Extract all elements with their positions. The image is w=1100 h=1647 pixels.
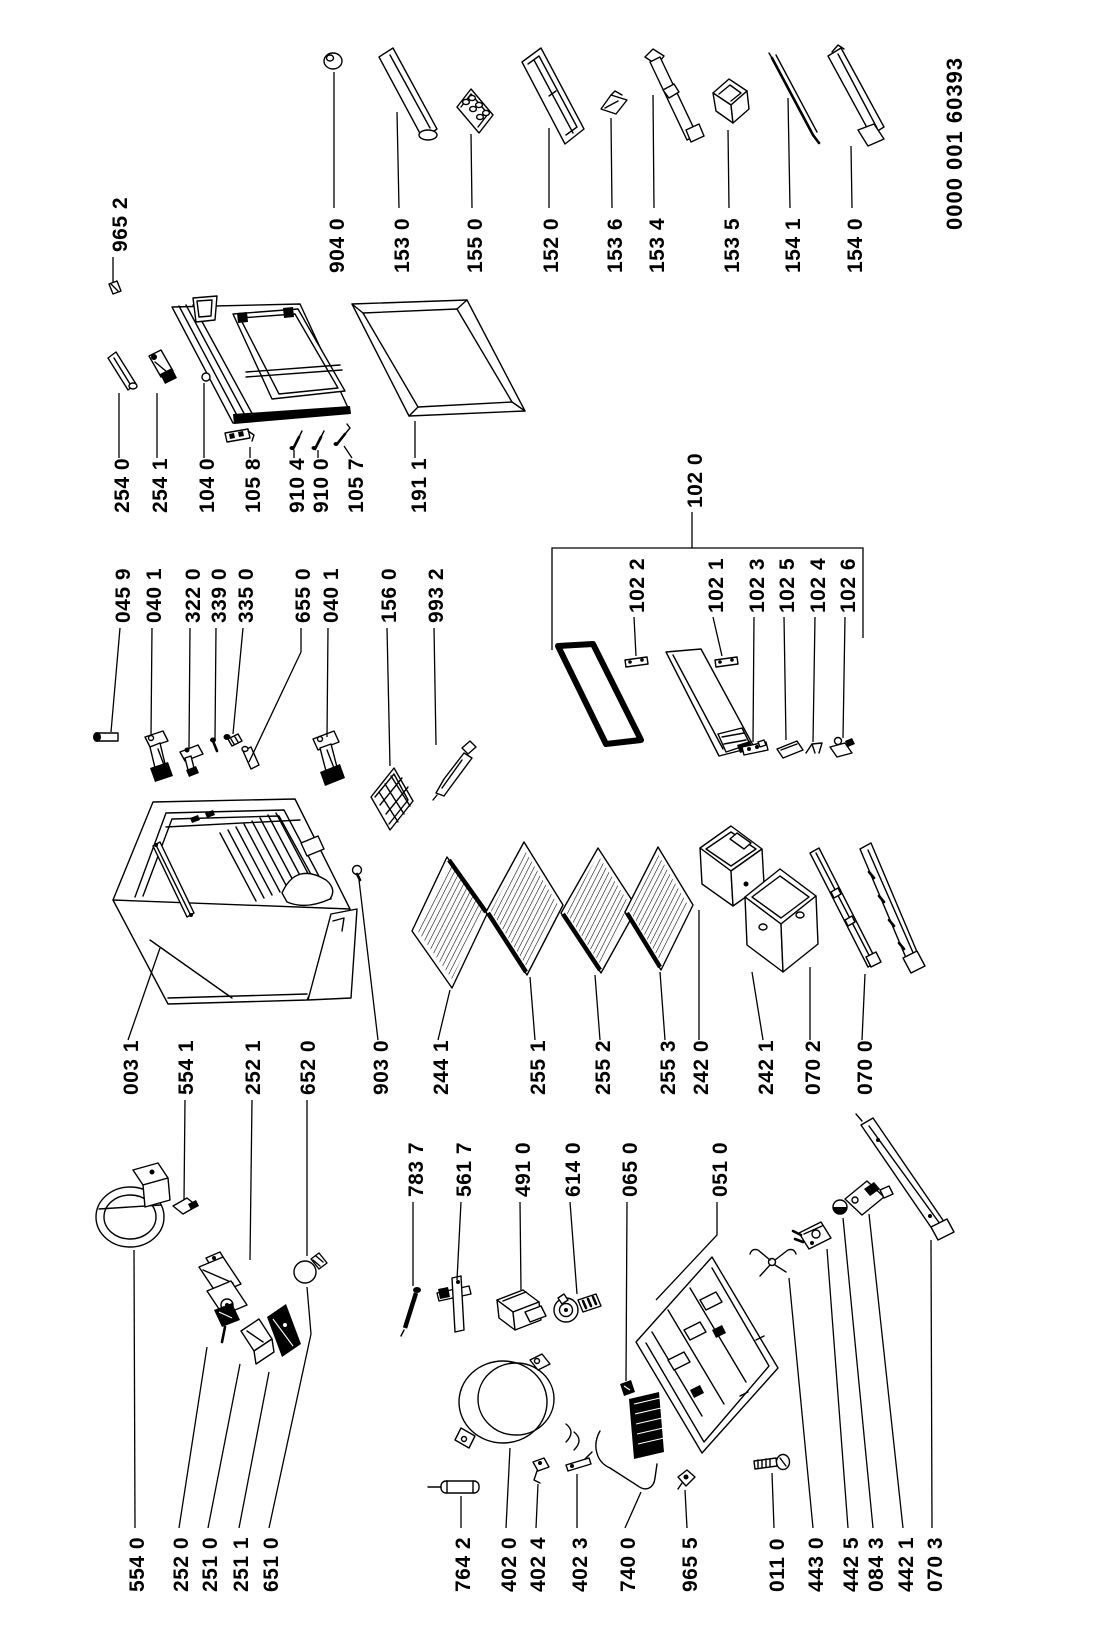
ice-cube-tray-155-0 [457,89,493,133]
part-label-011-0: 011 0 [766,1538,789,1592]
leader-line-255-2 [595,975,600,1040]
leader-line-442-1 [869,1214,903,1528]
handle-993-2 [433,741,476,800]
part-label-335-0: 335 0 [235,567,258,623]
part-label-102-3: 102 3 [746,557,769,613]
trim-bar-154-0 [828,45,884,146]
grommet-904-0 [324,53,342,69]
clip-102-2 [625,657,648,667]
starter-relay-561-7 [437,1276,471,1332]
part-label-903-0: 903 0 [370,1039,393,1095]
part-label-255-3: 255 3 [657,1039,680,1095]
part-label-153-4: 153 4 [646,217,669,273]
part-label-102-6: 102 6 [837,557,860,613]
leader-line-102-5 [784,617,786,740]
part-label-242-0: 242 0 [690,1039,713,1095]
leader-line-153-5 [728,130,729,208]
part-label-153-5: 153 5 [721,217,744,273]
clamp-ring-554-0 [96,1163,170,1247]
leader-line-153-4 [653,95,654,208]
part-label-910-0: 910 0 [310,457,333,513]
grommet-402-4 [533,1458,549,1483]
leader-line-251-0 [208,1364,240,1528]
leader-line-155-0 [471,134,472,208]
door-assembly-104-0 [172,296,351,424]
terminal-cover-491-0 [497,1290,546,1330]
pin-045-9 [93,732,118,742]
door-shelf-152-0 [522,48,584,144]
hinge-040-1-left [145,731,173,782]
leader-line-011-0 [772,1473,774,1528]
part-label-102-1: 102 1 [705,557,728,613]
part-label-442-5: 442 5 [840,1536,863,1592]
part-label-070-0: 070 0 [854,1039,877,1095]
leader-line-993-2 [434,628,436,745]
trim-strip-070-3 [856,1114,954,1240]
leader-line-153-6 [611,118,612,208]
part-label-443-0: 443 0 [805,1536,828,1592]
hinge-040-1-right [313,731,345,786]
part-label-242-1: 242 1 [755,1039,778,1095]
part-label-102-5: 102 5 [776,557,799,613]
grommet-084-3 [833,1200,847,1214]
screw-910-0 [312,431,325,450]
clip-102-1 [715,657,738,667]
part-label-255-1: 255 1 [527,1039,550,1095]
bracket-105-8 [225,429,254,442]
part-label-339-0: 339 0 [208,567,231,623]
part-label-084-3: 084 3 [865,1536,888,1592]
leader-line-491-0 [520,1202,521,1290]
fan-clip-443-0 [750,1250,796,1277]
leader-line-045-9 [111,628,120,732]
drier-filter-764-2 [428,1481,479,1493]
part-label-904-0: 904 0 [326,217,349,273]
part-label-651-0: 651 0 [260,1536,283,1592]
part-label-554-1: 554 1 [175,1039,198,1095]
part-label-554-0: 554 0 [126,1536,149,1592]
pin-965-2 [109,281,121,294]
bulb-651-0 [294,1253,327,1283]
screw-335-0 [224,734,243,746]
leader-line-154-0 [851,146,852,208]
part-label-402-0: 402 0 [498,1536,521,1592]
bracket-442-1 [845,1181,893,1215]
part-label-561-7: 561 7 [453,1141,476,1197]
clamp-402-3 [566,1452,592,1471]
hinge-254-1 [149,350,177,384]
part-label-652-0: 652 0 [297,1039,320,1095]
leader-line-102-4 [813,617,815,742]
leader-line-655-0 [249,628,301,762]
connector-614-0 [554,1294,601,1322]
leader-line-442-5 [827,1249,848,1528]
part-label-614-0: 614 0 [562,1141,585,1197]
part-label-244-1: 244 1 [430,1039,453,1095]
part-label-105-7: 105 7 [345,457,368,513]
ice-tray-grid-156-0 [371,768,413,830]
leader-line-561-7 [457,1202,461,1280]
leader-line-554-1 [184,1100,185,1200]
part-label-322-0: 322 0 [182,567,205,623]
part-label-655-0: 655 0 [292,567,315,623]
leader-line-070-0 [862,974,865,1040]
leader-line-965-5 [685,1490,687,1528]
leader-line-102-3 [753,617,754,742]
door-handle-153-0 [379,48,437,140]
part-label-191-1: 191 1 [408,457,431,513]
leader-line-554-0 [134,1250,135,1528]
leader-line-003-1 [128,948,160,1040]
lamp-cover-251-0 [241,1319,274,1364]
leader-line-255-3 [660,972,665,1040]
part-label-255-2: 255 2 [592,1039,615,1095]
pin-254-0 [108,352,137,390]
part-label-252-1: 252 1 [242,1039,265,1095]
leader-line-244-1 [438,990,450,1040]
leader-line-065-0 [626,1202,627,1381]
leader-line-251-1 [239,1372,269,1528]
bracket-153-6 [601,91,627,114]
wire-shelf-244-1 [412,857,487,988]
part-label-965-5: 965 5 [679,1536,702,1592]
leader-line-040-1b [327,628,328,737]
leader-line-102-6 [843,617,845,738]
leader-line-105-7 [344,446,352,458]
part-label-152-0: 152 0 [540,217,563,273]
screw-105-7 [334,424,351,446]
part-label-252-0: 252 0 [170,1536,193,1592]
leader-line-153-0 [397,112,399,208]
part-label-154-0: 154 0 [844,217,867,273]
pin-783-7 [401,1287,421,1336]
leader-line-255-1 [530,977,535,1040]
part-label-965-2: 965 2 [109,196,132,252]
condenser-740-0 [596,1392,664,1489]
part-label-102-4: 102 4 [807,557,830,613]
plate-102-5 [777,741,803,758]
part-label-153-0: 153 0 [391,217,414,273]
part-label-442-1: 442 1 [895,1536,918,1592]
leader-line-102-1 [713,617,722,656]
part-label-154-1: 154 1 [782,217,805,273]
part-label-045-9: 045 9 [112,567,135,623]
strip-154-1 [769,53,819,143]
part-label-003-1: 003 1 [120,1039,143,1095]
shelf-255-1 [486,842,563,975]
leader-line-252-0 [179,1347,207,1528]
box-153-5 [713,79,749,123]
part-label-993-2: 993 2 [425,567,448,623]
part-102-6 [830,738,855,758]
leader-line-040-1a [151,628,152,736]
part-label-070-3: 070 3 [924,1536,947,1592]
leader-line-084-3 [843,1218,873,1528]
screw-910-4 [290,431,303,450]
switch-442-5 [793,1222,831,1249]
part-label-740-0: 740 0 [617,1536,640,1592]
leader-line-242-1 [752,972,763,1040]
document-number: 0000 001 60393 [942,56,967,230]
part-label-910-4: 910 4 [286,457,309,513]
part-label-254-1: 254 1 [149,457,172,513]
leader-line-443-0 [789,1278,813,1528]
cabinet-003-1 [113,799,357,1004]
bracket-322-0 [180,745,203,777]
part-label-102-2: 102 2 [626,557,649,613]
door-gasket-191-1 [352,300,525,416]
leader-line-335-0 [233,628,243,734]
part-label-764-2: 764 2 [452,1536,475,1592]
cover-panel-102 [666,649,754,756]
compressor-402-0 [455,1354,579,1450]
grommet-965-5 [678,1470,695,1489]
part-label-104-0: 104 0 [196,457,219,513]
part-label-783-7: 783 7 [405,1141,428,1197]
shelf-255-3 [625,847,693,970]
leader-line-614-0 [570,1202,577,1294]
part-label-065-0: 065 0 [619,1141,642,1197]
part-label-402-4: 402 4 [527,1536,550,1592]
leader-line-740-0 [625,1492,641,1528]
part-label-070-2: 070 2 [802,1039,825,1095]
leader-line-252-1 [250,1100,252,1260]
leader-line-402-4 [536,1484,538,1528]
part-label-153-6: 153 6 [604,217,627,273]
part-label-051-0: 051 0 [709,1141,732,1197]
leader-line-903-0 [359,880,378,1040]
part-label-251-1: 251 1 [230,1536,253,1592]
part-label-040-1a: 040 1 [143,567,166,623]
leader-line-322-0 [189,628,190,749]
screw-339-0 [210,738,217,752]
cable-clip-065-0 [620,1380,635,1396]
screw-011-0 [754,1455,790,1470]
leader-line-339-0 [215,628,216,739]
screw-903-0 [353,866,362,881]
part-label-102-0: 102 0 [684,452,707,508]
part-label-254-0: 254 0 [111,457,134,513]
bracket-554-1 [173,1198,199,1214]
part-label-155-0: 155 0 [464,217,487,273]
leader-line-070-3 [931,1240,932,1528]
part-label-491-0: 491 0 [512,1141,535,1197]
leader-line-156-0 [387,628,390,766]
leader-line-402-0 [506,1448,510,1528]
part-label-105-8: 105 8 [242,457,265,513]
leader-line-154-1 [788,98,790,208]
part-label-251-0: 251 0 [199,1536,222,1592]
leader-line-102-2 [634,617,636,656]
part-label-040-1b: 040 1 [320,567,343,623]
part-label-402-3: 402 3 [569,1536,592,1592]
thermostat-assembly-252 [199,1252,247,1342]
clip-102-4 [806,743,822,753]
part-label-156-0: 156 0 [378,567,401,623]
